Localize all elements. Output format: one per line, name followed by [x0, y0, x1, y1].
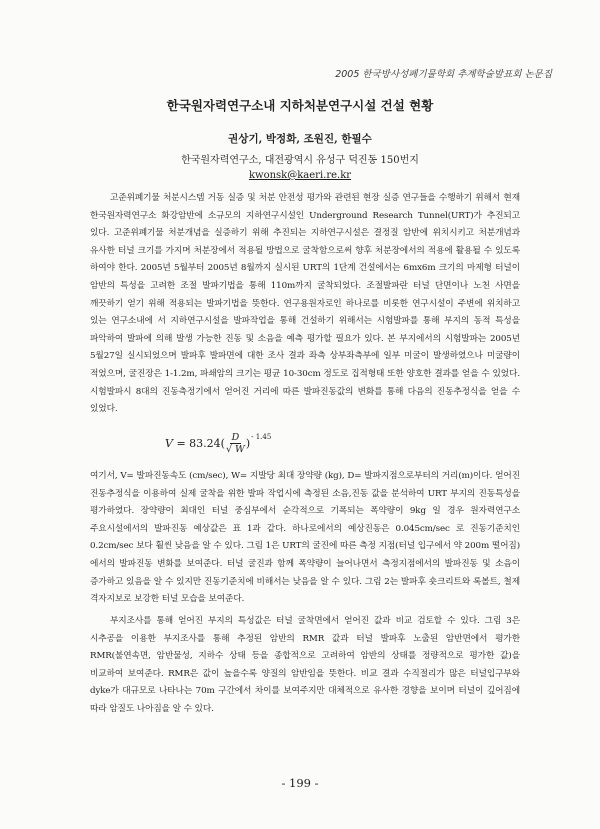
equation-numerator: D: [231, 432, 240, 443]
equation-fraction: [226, 432, 245, 455]
author-affiliation: 한국원자력연구소, 대전광역시 유성구 덕진동 150번지: [181, 155, 419, 166]
email-link[interactable]: kwonsk@kaeri.re.kr: [248, 170, 352, 181]
equation-coefficient: 83.24: [189, 437, 221, 450]
paper-title: 한국원자력연구소내 지하처분연구시설 건설 현황: [166, 98, 434, 113]
equation-equals: =: [172, 437, 190, 450]
page-number: - 199 -: [281, 776, 319, 790]
equation-lhs: V: [165, 437, 173, 450]
author-email: [0, 170, 600, 181]
body-paragraph-1: 고준위폐기물 처분시스템 거동 실증 및 처분 안전성 평가와 관련된 현장 실증 연구들을 수행하기 위해서 현재 한국원자력연구소 화강암반에 소규모의 지하연구시설인 Underground Research Tunnel(URT)가 추진되고 있다. 고준위폐기물 처분개념을 실증하기 위해 추진되는 지하연구시설은 결정질 암반에 위치시키고 처분개념과 유사한 터널 크기를 가지며 처분장에서 적용될 방법으로 굴착함으로써 향후 처분장에서의 적용에 활용될 수 있도록 하여야 한다. 2005년 5월부터 2005년 8월까지 실시된 URT의 1단계 건설에서는 6mx6m 크기의 마제형 터널이 암반의 특성을 고려한 조절 발파기법을 통해 110m까지 굴착되었다. 조절발파란 터널 단면이나 노천 사면을 깨끗하기 얻기 위해 적용되는 발파기법을 뜻한다. 연구용원자로인 하나로를 비롯한 연구시설이 주변에 위치하고 있는 연구소내에 서 지하연구시설을 발파작업을 통해 건설하기 위해서는 시험발파를 통해 부지의 동적 특성을 파악하여 발파에 의해 발생 가능한 진동 및 소음을 예측 평가할 필요가 있다. 본 부지에서의 시험발파는 2005년 5월27일 실시되었으며 발파후 발파면에 대한 조사 결과 좌측 상부좌측부에 일부 미굴이 발생하였으나 미굴량이 적었으며, 굴진장은 1-1.2m, 파쇄암의 크기는 평균 10-30cm 정도로 집적형태 또한 양호한 결과를 얻을 수 있었다. 시험발파시 8대의 진동측정기에서 얻어진 거리에 따른 발파진동값의 변화를 통해 다음의 진동추정식을 얻을 수 있었다.: [90, 193, 520, 415]
vibration-equation: [165, 432, 271, 455]
equation-exponent: - 1.45: [251, 432, 272, 441]
equation-open-paren: (: [220, 437, 225, 450]
author-list: 권상기, 박정화, 조원진, 한필수: [228, 133, 372, 145]
conference-header: 2005 한국방사성폐기물학회 추계학술발표회 논문집: [335, 69, 552, 80]
body-paragraph-3: 부지조사를 통해 얻어진 부지의 특성값은 터널 굴착면에서 얻어진 값과 비교 검토할 수 있다. 그림 3은 시추공을 이용한 부지조사를 통해 추정된 암반의 RMR 값과 터널 발파후 노출된 암반면에서 평가한 RMR(불연속면, 암반물성, 지하수 상태 등을 종합적으로 고려하여 암반의 상태를 정량적으로 평가한 값)을 비교하여 보여준다. RMR은 값이 높을수록 양질의 암반임을 뜻한다. 비교 결과 수직절리가 많은 터널입구부와 dyke가 대규모로 나타나는 70m 구간에서 차이를 보여주지만 대체적으로 유사한 경향을 보이며 터널이 깊어짐에 따라 암질도 나아짐을 알 수 있다.: [90, 616, 520, 714]
equation-denominator: √ W: [225, 444, 245, 455]
body-paragraph-2: 여기서, V= 발파진동속도 (cm/sec), W= 지발당 최대 장약량 (kg), D= 발파지점으로부터의 거리(m)이다. 얻어진 진동추정식을 이용하여 실제 굴착을 위한 발파 작업시에 측정된 소음,진동 값을 분석하여 URT 부지의 진동특성을 평가하였다. 장약량이 최대인 터널 중심부에서 순각적으로 기폭되는 폭약량이 9kg 일 경우 원자력연구소 주요시설에서의 발파진동 예상값은 표 1과 같다. 하나로에서의 예상진동은 0.045cm/sec 로 진동기준치인 0.2cm/sec 보다 훨씬 낮음을 알 수 있다. 그림 1은 URT의 굴진에 따른 측정 지점(터널 입구에서 약 200m 떨어짐)에서의 발파진동 변화를 보여준다. 터널 굴진과 함께 폭약량이 늘어나면서 측정지점에서의 발파진동 및 소음이 증가하고 있음을 알 수 있지만 진동기준치에 비해서는 낮음을 알 수 있다. 그림 2는 발파후 숏크리트와 록볼트, 철제 격자지보로 보강한 터널 모습을 보여준다.: [90, 471, 520, 605]
equation-close-paren: ): [245, 437, 251, 450]
